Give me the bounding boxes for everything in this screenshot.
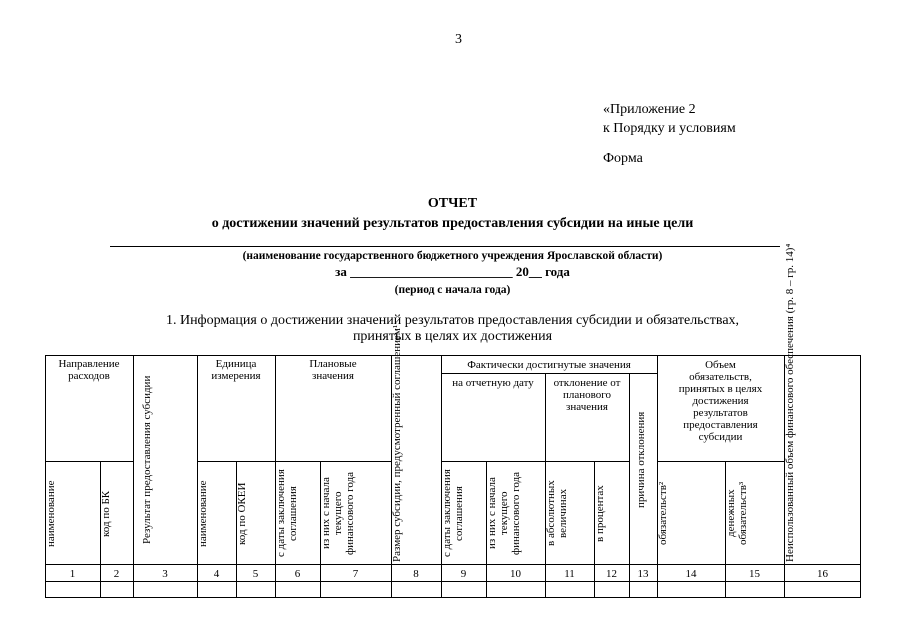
col-bk-code: код по БК (100, 490, 112, 537)
col-plan-since-agreement: с даты заключения соглашения (275, 469, 299, 558)
form-label: Форма (603, 151, 643, 166)
org-name-line (110, 246, 780, 247)
col-deviation-percent: в процентах (594, 485, 606, 542)
col-number: 8 (413, 568, 419, 580)
period-line: за _________________________ 20__ года (335, 264, 570, 279)
header-reason: причина отклонения (635, 411, 647, 508)
org-name-caption: (наименование государственного бюджетного учреждения Ярославской области) (242, 250, 663, 262)
col-number: 14 (685, 568, 697, 580)
col-plan-since-year: из них с начала текущего финансового года (320, 471, 356, 556)
col-number: 9 (460, 568, 467, 580)
col-number: 5 (252, 568, 259, 580)
header-unit: Единица измерения (211, 358, 261, 382)
col-number: 13 (637, 568, 649, 580)
page-number: 3 (455, 32, 462, 47)
col-deviation-absolute: в абсолютных величинах (545, 480, 569, 547)
appendix-line-1: «Приложение 2 (603, 102, 696, 117)
col-number: 10 (510, 568, 521, 580)
col-number: 1 (69, 568, 76, 580)
col-number: 4 (213, 568, 220, 580)
col-number: 11 (564, 568, 575, 580)
subheader-deviation: отклонение от планового значения (553, 377, 621, 413)
header-result: Результат предоставления субсидии (141, 375, 153, 544)
col-number: 16 (817, 568, 828, 580)
header-plan: Плановые значения (309, 358, 357, 382)
col-number: 3 (162, 568, 168, 580)
col-obligations: обязательств² (657, 481, 669, 546)
appendix-line-2: к Порядку и условиям (603, 121, 736, 136)
section-heading-line-2: принятых в целях их достижения (352, 329, 553, 344)
col-number: 2 (113, 568, 120, 580)
header-actual: Фактически достигнутые значения (467, 359, 631, 371)
header-unused: Неиспользованный объем финансового обеспечения (гр. 8 – гр. 14)⁴ (784, 243, 796, 562)
report-subtitle: о достижении значений результатов предоставления субсидии на иные цели (211, 216, 694, 231)
appendix-block (603, 100, 736, 138)
col-direction-name: наименование (45, 480, 57, 547)
col-okei-code: код по ОКЕИ (236, 482, 248, 545)
header-direction: Направление расходов (58, 358, 120, 382)
header-obligations: Объем обязательств, принятых в целях достижения результатов предоставления субсидии (678, 359, 763, 443)
subheader-reporting: на отчетную дату (452, 377, 534, 389)
col-actual-since-agreement: с даты заключения соглашения (441, 469, 465, 558)
col-number: 6 (294, 568, 301, 580)
period-caption: (период с начала года) (394, 284, 511, 296)
col-monetary-obligations: денежных обязательств³ (725, 481, 749, 546)
report-title: ОТЧЕТ (427, 196, 478, 211)
section-heading-line-1: 1. Информация о достижении значений результатов предоставления субсидии и обязательствах, (165, 313, 740, 328)
col-number: 7 (352, 568, 359, 580)
col-number: 12 (606, 568, 617, 580)
col-unit-name: наименование (197, 480, 209, 547)
col-actual-since-year: из них с начала текущего финансового года (486, 471, 522, 556)
header-subsidy-size: Размер субсидии, предусмотренный соглашением¹ (391, 324, 403, 562)
col-number: 15 (749, 568, 760, 580)
